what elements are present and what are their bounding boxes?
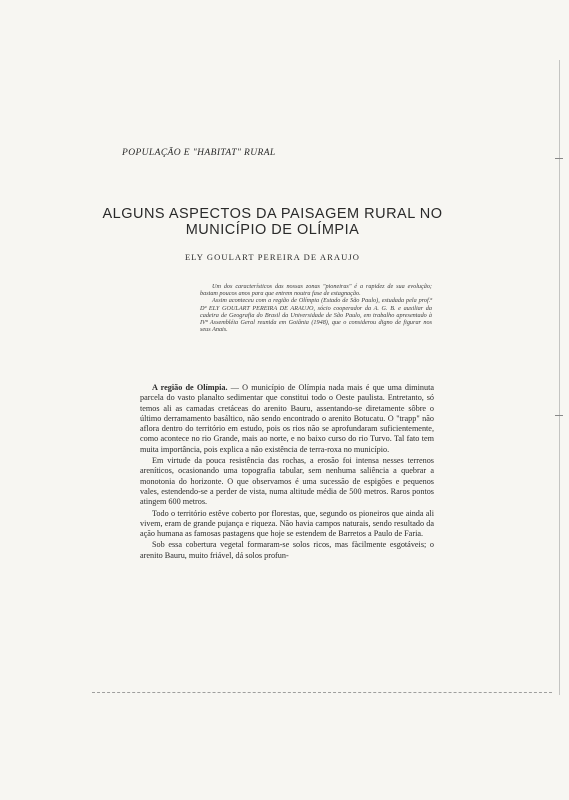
title-line: ALGUNS ASPECTOS DA PAISAGEM RURAL NO <box>102 206 443 222</box>
article-body <box>140 383 434 562</box>
bottom-rule <box>92 692 552 694</box>
title-line: MUNICÍPIO DE OLÍMPIA <box>185 222 360 238</box>
paragraph-heading: A região de Olímpia. <box>152 383 228 392</box>
scan-edge-tick <box>555 158 563 159</box>
author-name: ELY GOULART PEREIRA DE ARAUJO <box>184 252 361 262</box>
body-paragraph: Em virtude da pouca resistência das rochas, a erosão foi intensa nesses terrenos areníticos, ocasionando uma topografia tabular, sem nenhuma saliência a quebrar a monotonia do horizonte. O que observamos é uma sucessão de espigões e pequenos vales, estendendo-se a perder de vista, numa altitude média de 500 metros. Raros pontos atingem 600 metros. <box>140 456 434 507</box>
editor-note <box>200 283 432 333</box>
paragraph-text: — O município de Olímpia nada mais é que uma diminuta parcela do vasto planalto sedimentar que constitui todo o Oeste paulista. Entretanto, só temos ali as camadas cretáceas do arenito Bauru, assentando-se diretamente sôbre o último derramamento basáltico, não sendo encontrado o arenito Botucatu. O "trapp" não aflora dentro do território em estudo, pois os rios não se aprofundaram suficientemente, como acontece no rio Grande, mais ao norte, e no baixo curso do rio Turvo. Tal fato tem muita importância, pois explica a não existência de terra-roxa no município. <box>140 383 434 454</box>
body-paragraph <box>140 383 434 455</box>
article-title <box>100 206 445 238</box>
note-paragraph: Assim aconteceu com a região de Olímpia (Estado de São Paulo), estudada pela prof.ª Dª ELY GOULART PEREIRA DE ARAUJO, sócio cooperador da A. G. B. e auxiliar da cadeira de Geografia do Brasil da Universidade de São Paulo, em trabalho apresentado à IVª Assembléia Geral reunida em Goiânia (1948), que o considerou digno de figurar nos seus Anais. <box>200 297 432 334</box>
body-paragraph: Sob essa cobertura vegetal formaram-se solos ricos, mas fàcilmente esgotáveis; o arenito Bauru, muito friável, dá solos profun- <box>140 540 434 560</box>
scan-edge-tick <box>555 415 563 416</box>
scan-edge-line <box>559 60 560 695</box>
body-paragraph: Todo o território estêve coberto por florestas, que, segundo os pioneiros que ainda ali vivem, eram de grande pujança e riqueza. Não havia campos naturais, sendo resultado da ação humana as famosas pastagens que hoje se estendem de Barretos a Paulo de Faria. <box>140 508 434 539</box>
note-paragraph: Um dos característicos das nossas zonas "pioneiras" é a rapidez de sua evolução; bastam poucos anos para que entrem noutra fase de estagnação. <box>200 283 432 298</box>
section-label: POPULAÇÃO E "HABITAT" RURAL <box>122 148 276 158</box>
